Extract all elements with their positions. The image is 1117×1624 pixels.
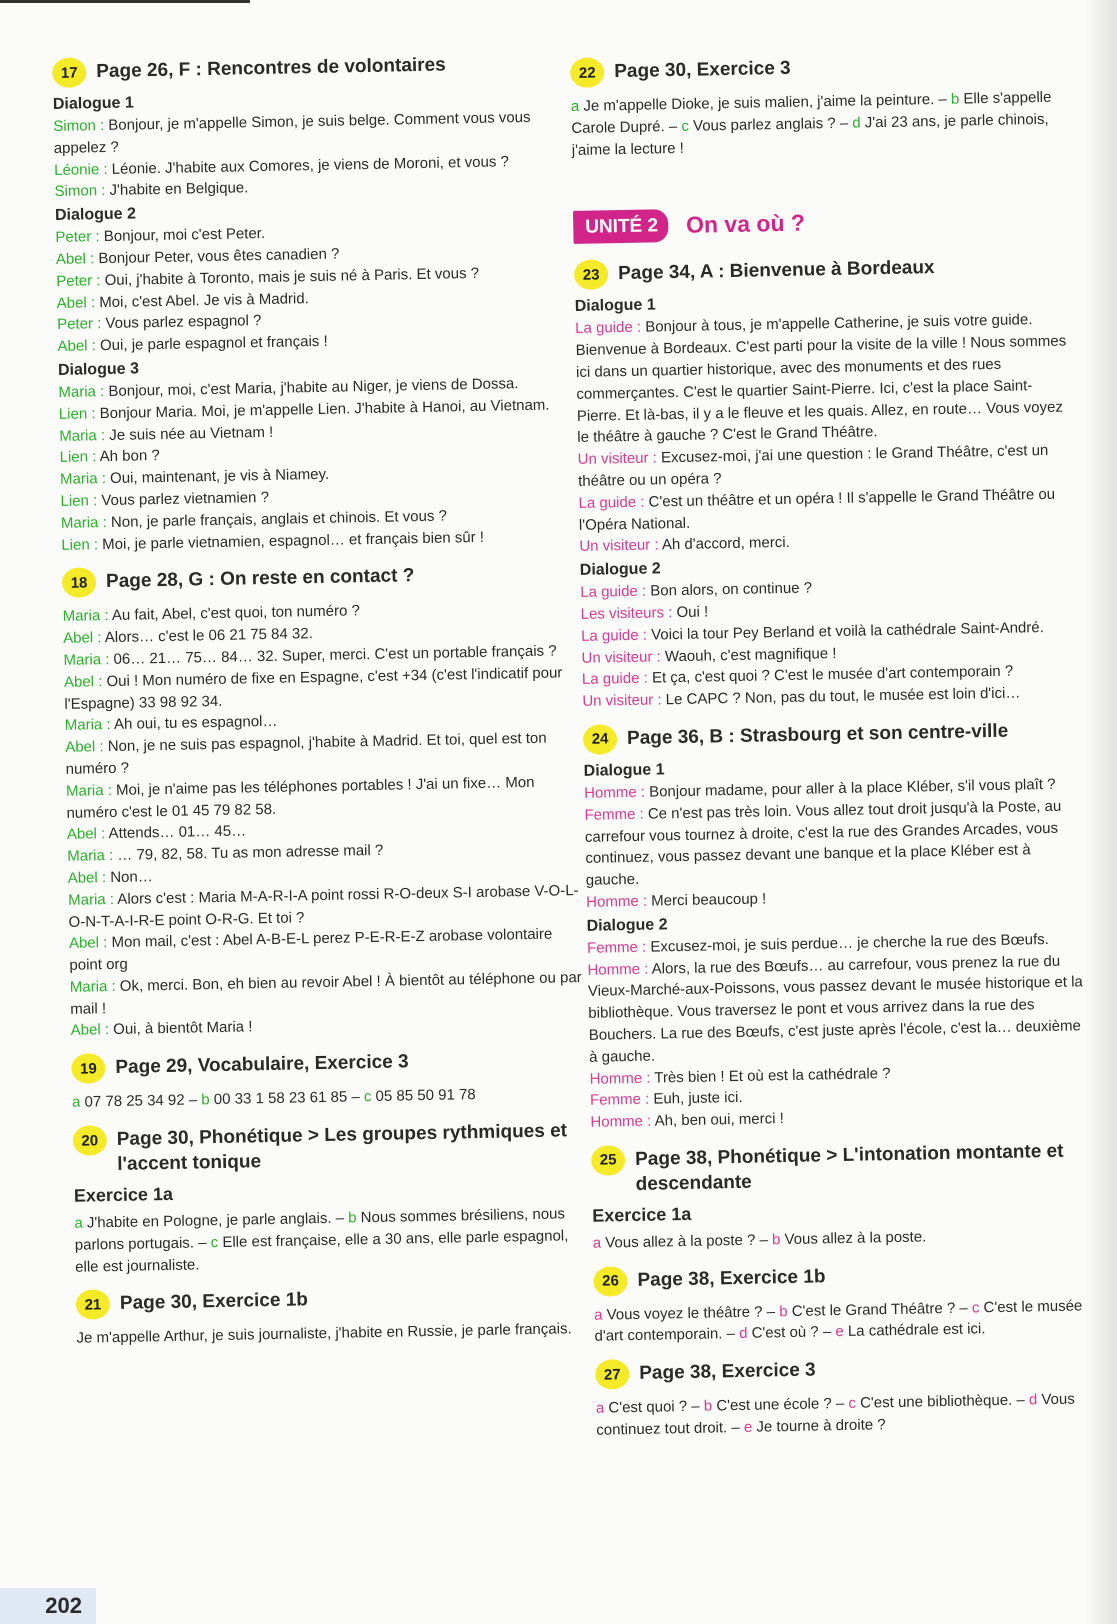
section-title: Page 38, Exercice 1b: [637, 1266, 826, 1291]
answer-letter: c: [681, 117, 690, 135]
answer-text: La cathédrale est ici.: [843, 1320, 986, 1341]
section-number-badge: 23: [574, 260, 609, 291]
section-20: [73, 1116, 596, 1278]
dialogue-text: Excusez-moi, je suis perdue… je cherche la rue des Bœufs.: [646, 930, 1050, 956]
section-header: [574, 251, 1074, 291]
section-title: Page 26, F : Rencontres de volontaires: [96, 54, 446, 83]
section-title: Page 29, Vocabulaire, Exercice 3: [115, 1051, 409, 1079]
dialogue-text: 06… 21… 75… 84… 32. Super, merci. C'est un portable français ?: [109, 642, 557, 668]
speaker-name: Maria :: [58, 383, 105, 401]
dialogue-text: Moi, je parle vietnamien, espagnol… et français bien sûr !: [97, 528, 485, 553]
answer-list: [571, 86, 1072, 161]
dialogue-text: Attends… 01… 45…: [105, 822, 247, 843]
dialogue-text: Ah d'accord, merci.: [658, 534, 790, 554]
dialogue-text: Non, je parle français, anglais et chinois. Et vous ?: [106, 507, 448, 531]
dialogue-text: Le CAPC ? Non, pas du tout, le musée est loin d'ici…: [661, 684, 1021, 709]
dialogue-text: Bonjour Maria. Moi, je m'appelle Lien. J'habite à Hanoi, au Vietnam.: [95, 396, 550, 422]
section-number-badge: 18: [62, 568, 97, 599]
speaker-name: La guide :: [580, 626, 648, 645]
section-23: [574, 251, 1083, 713]
dialogue-text: Moi, c'est Abel. Je vis à Madrid.: [94, 289, 309, 311]
section-header: [583, 715, 1083, 755]
section-number-badge: 17: [52, 57, 87, 88]
unit-banner: [573, 202, 1074, 245]
section-header: [52, 48, 572, 88]
answer-letter: b: [201, 1091, 210, 1109]
dialogue-heading: Dialogue 1: [52, 94, 134, 113]
dialogue-text: Alors… c'est le 06 21 75 84 32.: [101, 625, 313, 647]
section-number-badge: 20: [73, 1125, 108, 1156]
dialogue-text: Voici la tour Pey Berland et voilà la cathédrale Saint-André.: [646, 618, 1044, 644]
answer-text: Elle est française, elle a 30 ans, elle parle espagnol, elle est journaliste.: [75, 1227, 569, 1276]
answer-text: Vous voyez le théâtre ? –: [602, 1302, 780, 1324]
answer-text: J'habite en Pologne, je parle anglais. –: [82, 1209, 349, 1232]
answer-letter: c: [848, 1395, 857, 1413]
section-number-badge: 27: [595, 1359, 630, 1390]
speaker-name: Maria :: [68, 890, 115, 909]
dialogue-text: Bon alors, on continue ?: [645, 579, 813, 600]
answer-text: C'est le musée d'art contemporain. –: [594, 1297, 1083, 1346]
dialogue-heading: Dialogue 1: [583, 761, 665, 780]
answer-text: Vous continuez tout droit. –: [596, 1390, 1075, 1439]
dialogue-line: [584, 795, 1086, 892]
top-rule: [0, 0, 250, 3]
speaker-name: La guide :: [580, 582, 647, 602]
section-header: [71, 1044, 591, 1084]
answer-letter: b: [779, 1302, 788, 1320]
answer-text: Vous parlez anglais ? –: [688, 114, 853, 135]
paragraph-text: Je m'appelle Arthur, je suis journaliste, j'habite en Russie, je parle français.: [76, 1320, 572, 1348]
answer-text: Elle s'appelle Carole Dupré. –: [571, 88, 1052, 137]
dialogue-text: Ah bon ?: [96, 447, 160, 466]
dialogue-text: Vous parlez espagnol ?: [101, 312, 262, 333]
right-pre-unit-sections: [570, 48, 1072, 161]
dialogue-text: Et ça, c'est quoi ? C'est le musée d'art contemporain ?: [647, 662, 1014, 687]
dialogue-text: J'habite en Belgique.: [105, 179, 249, 200]
dialogue-text: C'est un théâtre et un opéra ! Il s'appelle le Grand Théâtre ou l'Opéra National.: [578, 485, 1056, 534]
dialogue-text: Au fait, Abel, c'est quoi, ton numéro ?: [108, 602, 361, 625]
dialogue-text: Oui, j'habite à Toronto, mais je suis né à Paris. Et vous ?: [100, 264, 480, 289]
speaker-name: Abel :: [56, 293, 96, 312]
answer-letter: a: [593, 1306, 603, 1324]
dialogue-text: … 79, 82, 58. Tu as mon adresse mail ?: [113, 841, 384, 865]
answer-list: [593, 1223, 1093, 1254]
speaker-name: Homme :: [586, 892, 648, 911]
speaker-name: Homme :: [583, 783, 646, 802]
section-header: [591, 1136, 1092, 1198]
dialogue-text: Oui !: [672, 603, 709, 622]
speaker-name: Homme :: [590, 1112, 652, 1131]
section-number-badge: 25: [591, 1145, 626, 1176]
answer-letter: b: [950, 90, 960, 108]
speaker-name: Maria :: [62, 607, 109, 626]
answer-text: 00 33 1 58 23 61 85 –: [209, 1088, 365, 1109]
section-title: Page 30, Exercice 3: [614, 57, 791, 83]
speaker-name: Léonie :: [53, 160, 108, 179]
dialogue-text: Mon mail, c'est : Abel A-B-E-L perez P-E-R-E-Z arobase volontaire point org: [69, 925, 553, 974]
dialogue-text: Ah oui, tu es espagnol…: [110, 713, 278, 734]
speaker-name: Un visiteur :: [579, 536, 659, 556]
answer-text: C'est le Grand Théâtre ? –: [787, 1299, 973, 1320]
dialogue-text: Ok, merci. Bon, eh bien au revoir Abel ! À bientôt au téléphone ou par mail !: [70, 968, 582, 1018]
dialogue-heading: Dialogue 1: [574, 296, 656, 316]
dialogue-text: Bonjour, moi c'est Peter.: [99, 225, 266, 246]
speaker-name: Maria :: [67, 847, 114, 865]
section-header: [593, 1257, 1093, 1297]
exercise-heading: Exercice 1a: [73, 1183, 174, 1206]
section-number-badge: 19: [71, 1053, 106, 1084]
exercise-heading: Exercice 1a: [592, 1203, 692, 1226]
dialogue-text: Euh, juste ici.: [649, 1089, 743, 1108]
answer-letter: a: [71, 1093, 81, 1112]
speaker-name: Homme :: [589, 1069, 651, 1088]
section-title: Page 30, Exercice 1b: [119, 1289, 309, 1315]
answer-letter: c: [210, 1233, 219, 1252]
speaker-name: Femme :: [586, 938, 647, 957]
dialogue-heading: Dialogue 2: [54, 205, 137, 225]
answer-letter: c: [971, 1299, 980, 1317]
section-number-badge: 21: [76, 1290, 111, 1321]
section-number-badge: 26: [593, 1266, 628, 1297]
dialogue-heading: Dialogue 2: [586, 916, 668, 935]
speaker-name: Lien :: [61, 535, 99, 554]
answer-letter: e: [835, 1323, 844, 1341]
dialogue-text: Excusez-moi, j'ai une question : le Grand Théâtre, c'est un théâtre ou un opéra ?: [577, 442, 1049, 490]
section-number-badge: 24: [583, 724, 618, 755]
section-25: [591, 1136, 1093, 1254]
answer-list: [74, 1203, 595, 1278]
speaker-name: Lien :: [58, 404, 96, 423]
section-27: [595, 1350, 1096, 1441]
speaker-name: Abel :: [67, 869, 107, 887]
dialogue-text: Bonjour, moi, c'est Maria, j'habite au Niger, je viens de Dossa.: [104, 375, 519, 401]
section-header: [570, 48, 1070, 88]
answer-text: Je m'appelle Dioke, je suis malien, j'aime la peinture. –: [579, 90, 952, 115]
dialogue-text: Ah, ben oui, merci !: [651, 1110, 784, 1130]
unit-title: On va où ?: [685, 209, 806, 239]
section-title: Page 36, B : Strasbourg et son centre-ville: [626, 720, 1009, 749]
speaker-name: Maria :: [65, 781, 113, 800]
dialogue-text: Bonjour Peter, vous êtes canadien ?: [94, 245, 340, 268]
speaker-name: Femme :: [584, 805, 644, 824]
speaker-name: La guide :: [575, 319, 642, 338]
answer-letter: b: [348, 1209, 357, 1227]
speaker-name: Maria :: [63, 650, 110, 669]
speaker-name: Maria :: [59, 426, 106, 445]
section-18: [62, 558, 591, 1042]
answer-text: Je tourne à droite ?: [752, 1416, 886, 1436]
speaker-name: Homme :: [587, 960, 649, 979]
answer-letter: a: [595, 1399, 605, 1418]
left-column: [52, 48, 597, 1362]
speaker-name: Un visiteur :: [581, 647, 661, 667]
speaker-name: Peter :: [56, 271, 101, 290]
dialogue-text: Alors c'est : Maria M-A-R-I-A point rossi R-O-deux S-I arobase V-O-L-O-N-T-A-I-R-E point O-R-G. Et toi ?: [68, 881, 579, 931]
speaker-name: Abel :: [65, 738, 104, 756]
dialogue-text: Bonjour à tous, je m'appelle Catherine, je suis votre guide. Bienvenue à Bordeaux. C'est parti pour la visite de la ville ! Nous sommes ici dans un quartier historique, avec des monuments et des rues commerçantes. C'est le quartier Saint-Pierre. Ici, c'est la place Saint-Pierre. Et là-bas, il y a le fleuve et les quais. Allez, en route… Vous voyez le théâtre à gauche ? C'est le Grand Théâtre.: [575, 311, 1067, 447]
speaker-name: Maria :: [69, 977, 116, 996]
section-header: [76, 1280, 596, 1320]
speaker-name: Maria :: [60, 513, 107, 532]
dialogue-text: Oui, je parle espagnol et français !: [95, 332, 328, 355]
unit-badge: UNITÉ 2: [573, 210, 668, 245]
speaker-name: Simon :: [53, 117, 105, 135]
dialogue-text: Waouh, c'est magnifique !: [660, 644, 837, 665]
section-22: [570, 48, 1072, 161]
answer-letter: a: [74, 1214, 83, 1232]
answer-text: C'est une école ? –: [712, 1395, 849, 1415]
answer-letter: b: [703, 1397, 713, 1415]
right-column: [570, 48, 1097, 1453]
answer-letter: d: [738, 1325, 748, 1343]
speaker-name: Abel :: [70, 1021, 110, 1040]
speaker-name: Femme :: [589, 1090, 650, 1110]
answer-text: J'ai 23 ans, je parle chinois, j'aime la lecture !: [571, 110, 1049, 159]
section-26: [593, 1257, 1094, 1348]
answer-letter: e: [743, 1418, 753, 1436]
dialogue-heading: Dialogue 2: [579, 560, 661, 580]
dialogue-text: Je suis née au Vietnam !: [104, 423, 274, 444]
dialogue-text: Oui ! Mon numéro de fixe en Espagne, c'est +34 (c'est l'indicatif pour l'Espagne) 33 98 92 34.: [64, 664, 563, 713]
answer-letter: b: [771, 1231, 781, 1249]
section-title: Page 30, Phonétique > Les groupes rythmiques et l'accent tonique: [116, 1120, 568, 1176]
answer-text: 07 78 25 34 92 –: [80, 1091, 202, 1111]
dialogue-heading: Dialogue 3: [57, 360, 140, 379]
answer-list: [72, 1082, 592, 1114]
dialogue-line: [587, 950, 1089, 1069]
speaker-name: Peter :: [55, 228, 100, 247]
speaker-name: La guide :: [578, 493, 645, 512]
answer-text: Vous allez à la poste.: [780, 1228, 927, 1249]
section-title: Page 28, G : On reste en contact ?: [105, 565, 415, 593]
answer-text: C'est où ? –: [747, 1323, 836, 1343]
section-17: [52, 48, 581, 556]
speaker-name: Maria :: [64, 716, 111, 735]
speaker-name: Un visiteur :: [582, 691, 662, 711]
speaker-name: Peter :: [56, 315, 102, 334]
section-19: [71, 1044, 592, 1114]
speaker-name: Abel :: [63, 672, 103, 691]
dialogue-text: Oui, à bientôt Maria !: [108, 1018, 253, 1039]
answer-list: [596, 1388, 1097, 1441]
speaker-name: Abel :: [57, 337, 97, 356]
section-number-badge: 22: [570, 57, 605, 88]
speaker-name: Abel :: [55, 250, 95, 268]
dialogue-text: Très bien ! Et où est la cathédrale ?: [650, 1064, 891, 1087]
answer-text: Nous sommes brésiliens, nous parlons portugais. –: [74, 1205, 566, 1254]
answer-letter: d: [1028, 1391, 1038, 1409]
dialogue-text: Ce n'est pas très loin. Vous allez tout droit jusqu'à la Poste, au carrefour vous tournez à droite, c'est la rue des Grandes Arcades, vous continuez, vous passez devant une banque et la place Kléber est à gauche.: [584, 797, 1062, 889]
dialogue-text: Bonjour, je m'appelle Simon, je suis belge. Comment vous vous appelez ?: [53, 108, 531, 157]
section-header: [73, 1116, 594, 1178]
dialogue-text: Alors, la rue des Bœufs… au carrefour, vous prenez la rue du Vieux-Marché-aux-Poissons, vous passez devant le musée historique et la bibliothèque. Vous traversez le pont et vous arrivez dans la rue des Bouchers. La rue des Bœufs, c'est juste après l'école, c'est la… deuxième à gauche.: [587, 952, 1083, 1066]
dialogue-line: [575, 309, 1077, 449]
speaker-name: Abel :: [62, 629, 102, 648]
answer-letter: a: [570, 97, 580, 115]
dialogue-text: Non, je ne suis pas espagnol, j'habite à Madrid. Et toi, quel est ton numéro ?: [65, 729, 547, 778]
speaker-name: Abel :: [68, 934, 108, 953]
answer-letter: c: [363, 1088, 372, 1106]
dialogue-text: Merci beaucoup !: [646, 890, 767, 910]
answer-letter: d: [852, 114, 861, 132]
answer-letter: a: [592, 1234, 602, 1252]
speaker-name: Abel :: [66, 825, 106, 844]
dialogue-text: Oui, maintenant, je vis à Niamey.: [105, 465, 330, 488]
section-title: Page 38, Exercice 3: [639, 1359, 816, 1385]
dialogue-text: Non…: [105, 868, 153, 887]
dialogue-text: Vous parlez vietnamien ?: [97, 488, 270, 510]
section-title: Page 38, Phonétique > L'intonation montante et descendante: [634, 1140, 1064, 1195]
dialogue-text: Léonie. J'habite aux Comores, je viens de Moroni, et vous ?: [107, 152, 510, 178]
section-21: [76, 1280, 597, 1350]
speaker-name: Simon :: [54, 182, 106, 201]
dialogue-text: Bonjour madame, pour aller à la place Kléber, s'il vous plaît ?: [644, 775, 1056, 801]
section-header: [595, 1350, 1095, 1390]
section-24: [583, 715, 1091, 1133]
speaker-name: Lien :: [60, 492, 98, 510]
answer-list: [594, 1295, 1095, 1348]
answer-text: 05 85 50 91 78: [371, 1086, 476, 1106]
speaker-name: Lien :: [59, 448, 97, 467]
speaker-name: Maria :: [59, 470, 107, 489]
section-title: Page 34, A : Bienvenue à Bordeaux: [617, 257, 935, 285]
page-number: 202: [0, 1588, 96, 1624]
section-header: [62, 558, 582, 598]
dialogue-text: Moi, je n'aime pas les téléphones portables ! J'ai un fixe… Mon numéro c'est le 01 45 79 82 58.: [66, 773, 535, 822]
speaker-name: La guide :: [581, 669, 648, 689]
speaker-name: Les visiteurs :: [580, 604, 673, 623]
answer-text: Vous allez à la poste ? –: [600, 1231, 773, 1252]
answer-text: C'est une bibliothèque. –: [855, 1391, 1030, 1413]
right-unit-sections: [574, 251, 1097, 1442]
answer-text: C'est quoi ? –: [604, 1397, 705, 1417]
speaker-name: Un visiteur :: [577, 449, 658, 469]
